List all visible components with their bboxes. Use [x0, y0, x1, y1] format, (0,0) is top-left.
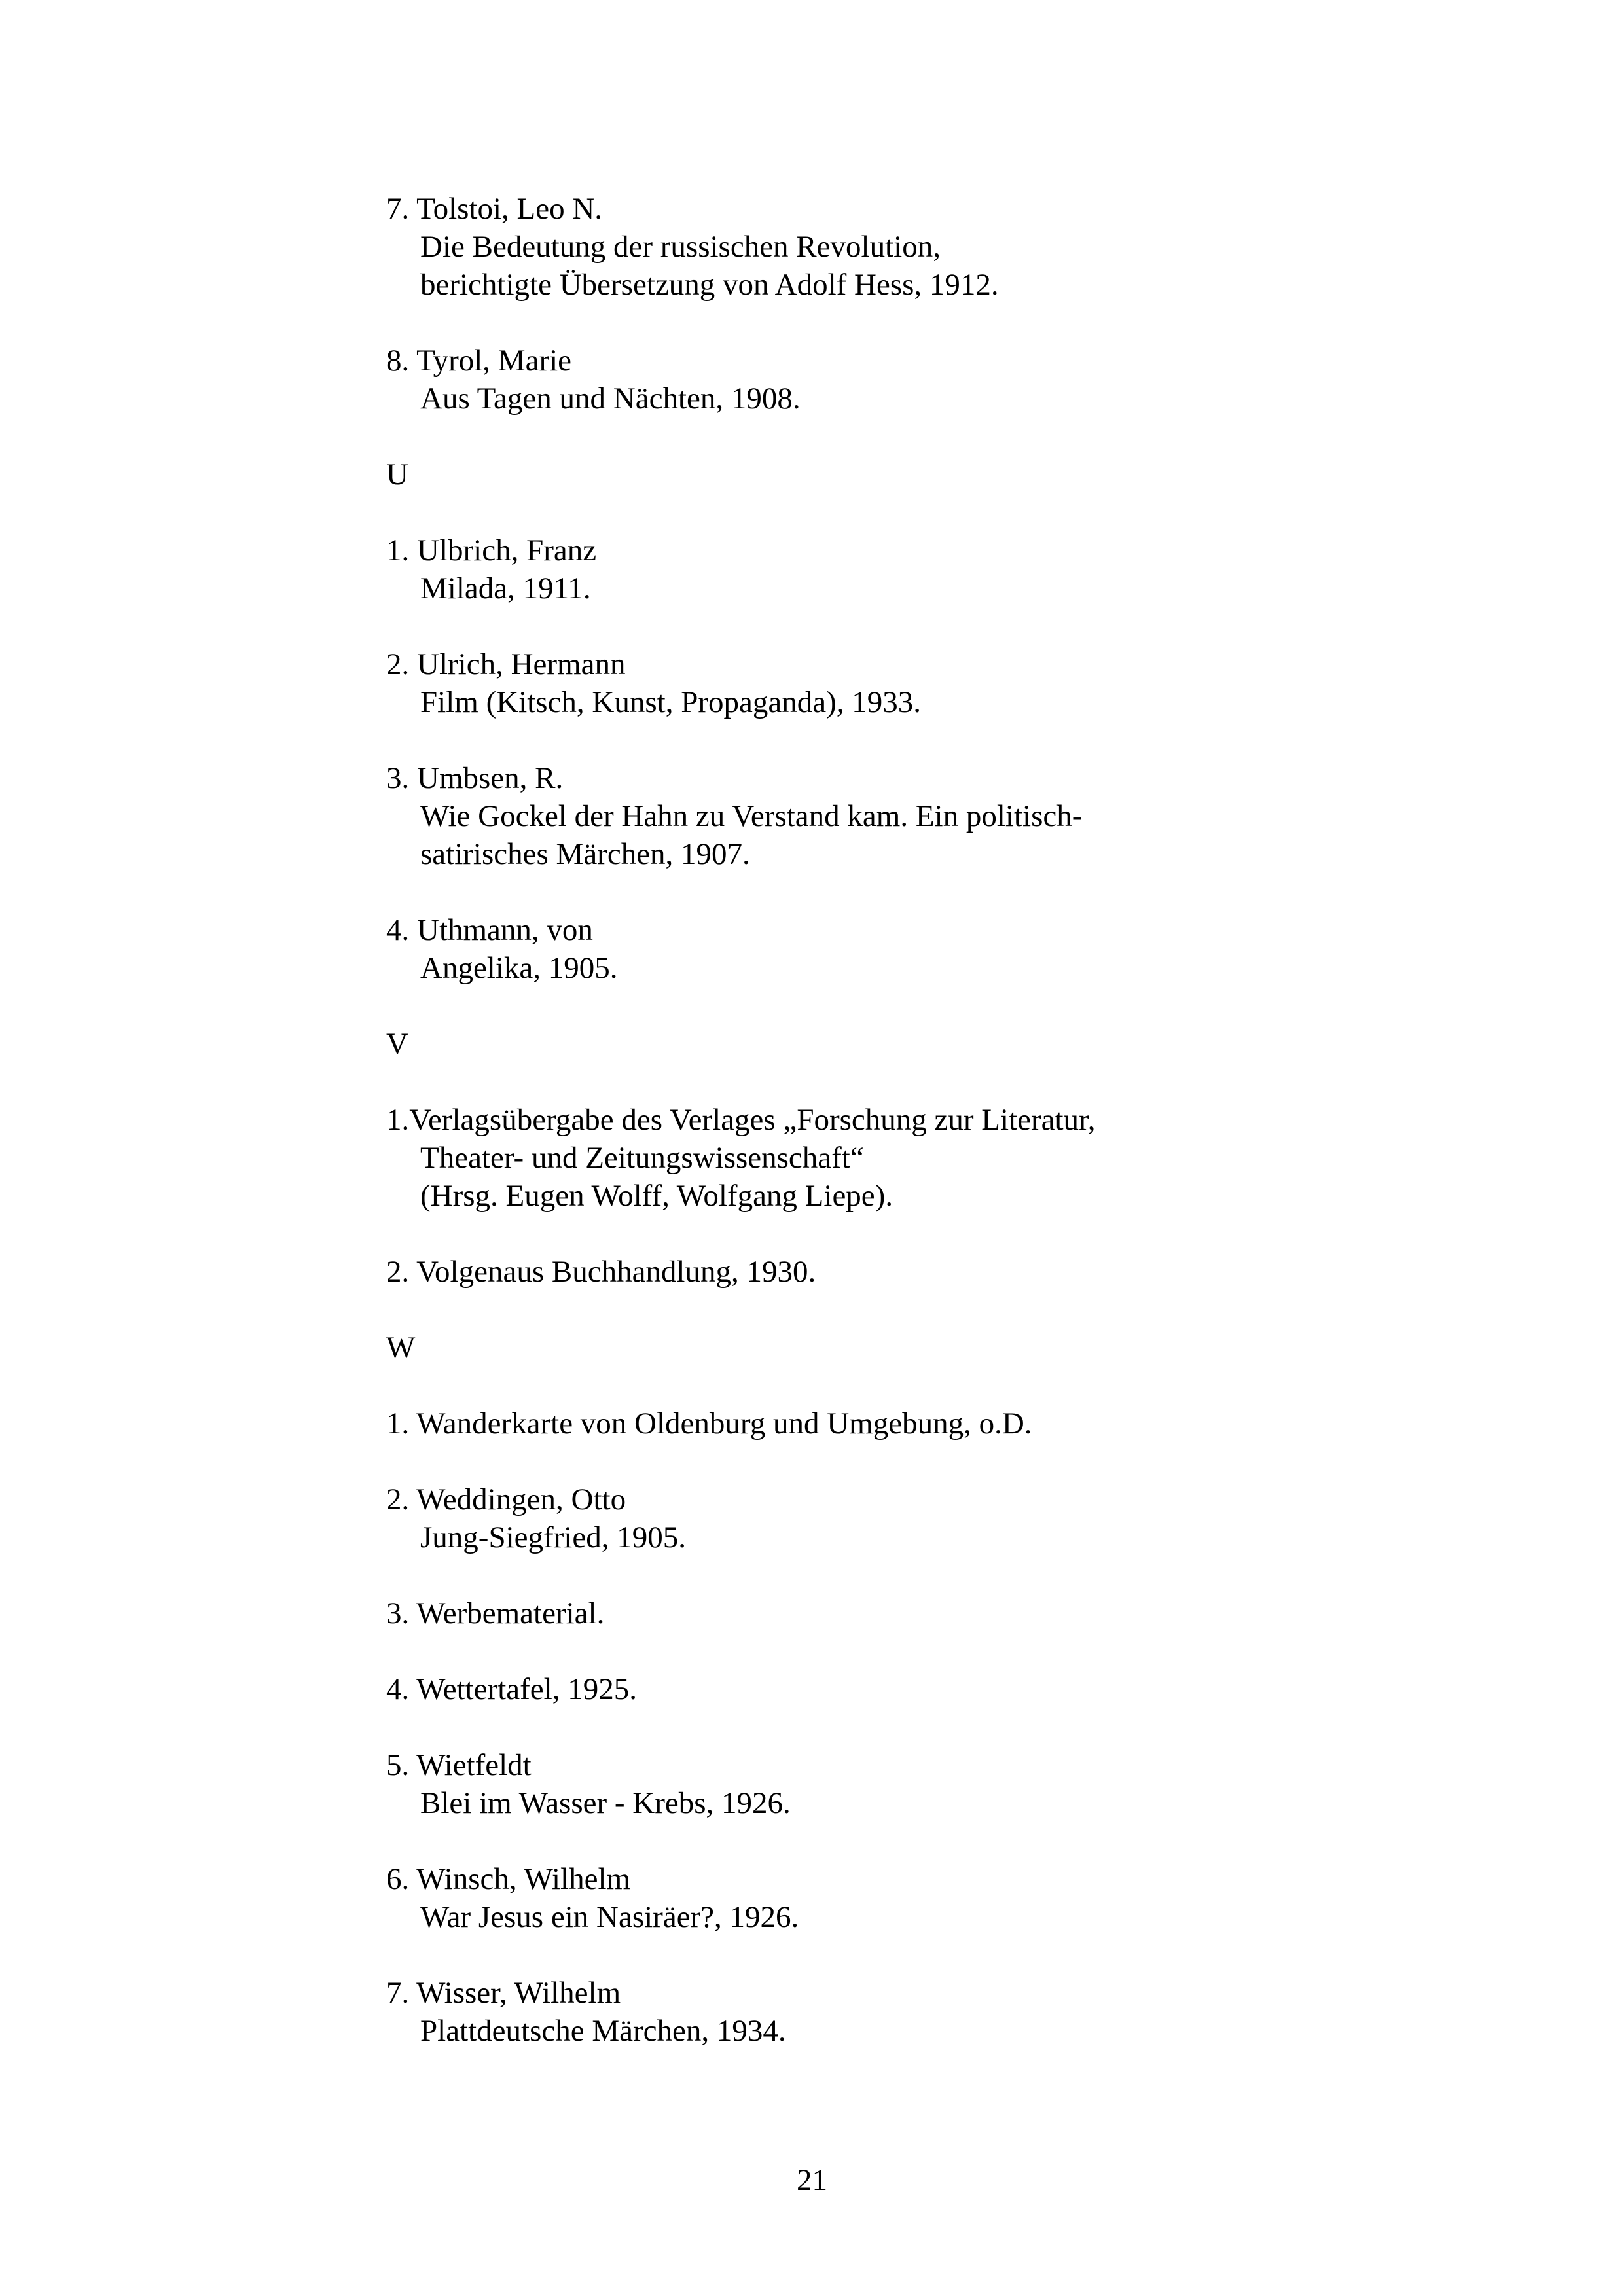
page-number: 21 [797, 2163, 827, 2197]
entry-heading: 7. Tolstoi, Leo N. [386, 192, 603, 226]
entry-heading: 8. Tyrol, Marie [386, 344, 572, 378]
entry-detail: Film (Kitsch, Kunst, Propaganda), 1933. [420, 685, 921, 719]
entry-detail: berichtigte Übersetzung von Adolf Hess, 1912. [420, 268, 999, 302]
entry-heading: 6. Winsch, Wilhelm [386, 1862, 631, 1896]
bibliography-entry [386, 531, 1434, 607]
bibliography-entry [386, 1860, 1434, 1936]
bibliography-entry [386, 1746, 1434, 1822]
bibliography-entry [386, 759, 1434, 873]
entry-detail: Wie Gockel der Hahn zu Verstand kam. Ein politisch- [420, 799, 1083, 833]
entry-heading: 2. Volgenaus Buchhandlung, 1930. [386, 1255, 816, 1289]
entry-heading: 2. Ulrich, Hermann [386, 647, 626, 681]
entry-detail: War Jesus ein Nasiräer?, 1926. [420, 1900, 799, 1934]
entry-detail: Jung-Siegfried, 1905. [420, 1520, 686, 1554]
entry-heading: 1.Verlagsübergabe des Verlages „Forschung zur Literatur, [386, 1103, 1096, 1137]
bibliography-entry [386, 1253, 1434, 1291]
entry-detail: Aus Tagen und Nächten, 1908. [420, 382, 801, 416]
bibliography-entry [386, 1974, 1434, 2050]
entry-heading: 3. Umbsen, R. [386, 761, 564, 795]
entry-heading: 5. Wietfeldt [386, 1748, 532, 1782]
entry-detail: Blei im Wasser - Krebs, 1926. [420, 1786, 791, 1820]
bibliography-list [386, 190, 1434, 2088]
bibliography-entry [386, 190, 1434, 304]
entry-heading: 1. Ulbrich, Franz [386, 533, 597, 567]
bibliography-entry [386, 342, 1434, 418]
section-letter-u: U [386, 457, 408, 492]
entry-detail: satirisches Märchen, 1907. [420, 837, 750, 871]
entry-heading: 4. Wettertafel, 1925. [386, 1672, 637, 1706]
bibliography-entry [386, 1101, 1434, 1215]
section-letter-w: W [386, 1331, 416, 1365]
entry-detail: (Hrsg. Eugen Wolff, Wolfgang Liepe). [420, 1179, 893, 1213]
entry-detail: Angelika, 1905. [420, 951, 618, 985]
entry-detail: Die Bedeutung der russischen Revolution, [420, 230, 941, 264]
bibliography-entry [386, 1405, 1434, 1443]
entry-heading: 2. Weddingen, Otto [386, 1482, 626, 1516]
entry-detail: Theater- und Zeitungswissenschaft“ [420, 1141, 864, 1175]
entry-heading: 1. Wanderkarte von Oldenburg und Umgebung, o.D. [386, 1407, 1032, 1441]
section-letter-v: V [386, 1027, 408, 1061]
entry-detail: Plattdeutsche Märchen, 1934. [420, 2014, 786, 2048]
entry-heading: 7. Wisser, Wilhelm [386, 1976, 621, 2010]
entry-heading: 4. Uthmann, von [386, 913, 593, 947]
bibliography-entry [386, 1594, 1434, 1632]
entry-heading: 3. Werbematerial. [386, 1596, 605, 1630]
bibliography-entry [386, 911, 1434, 987]
bibliography-entry [386, 645, 1434, 721]
bibliography-entry [386, 1480, 1434, 1556]
entry-detail: Milada, 1911. [420, 571, 591, 605]
bibliography-entry [386, 1670, 1434, 1708]
